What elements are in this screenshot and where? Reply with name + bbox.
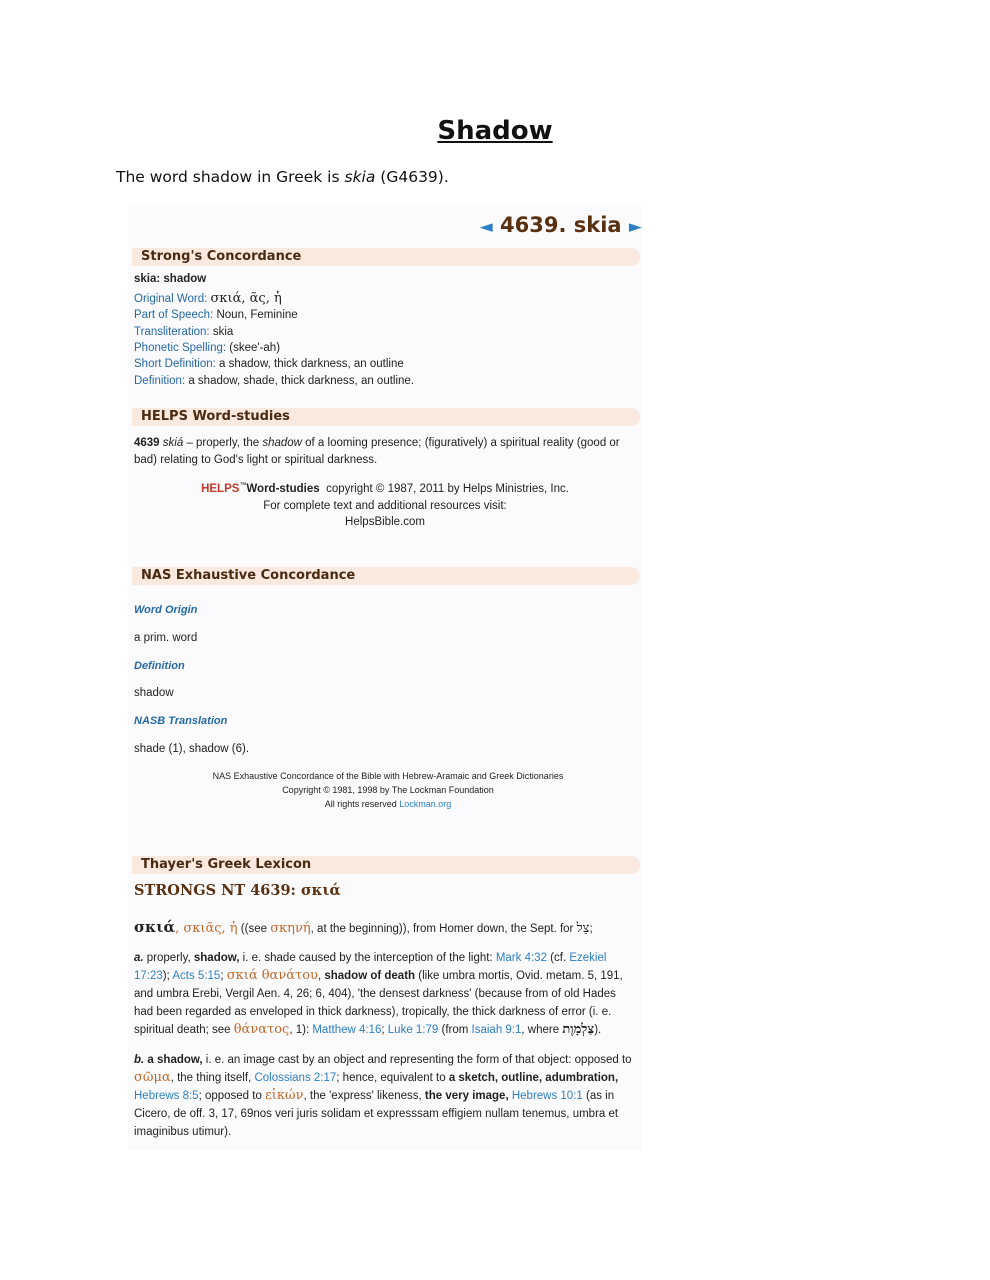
thayer-sense-b: b. a shadow, i. e. an image cast by an object and representing the form of that object: opposed to σῶμα, the thing itself, Colossians 2:17; hence, equivalent to a sketch, outline, adumbration, Hebrews 8:5; opposed to εἰκών, the 'express' likeness, the very image, Hebrews 10:1 (as in Cicero, de off. 3, 17, 69nos veri juris solidam et expresssam effigiem nullam tenemus, umbra et imaginibus utimur). — [134, 1054, 632, 1138]
short-definition-row: Short Definition: a shadow, thick darkness, an outline — [134, 358, 404, 370]
strongs-headword: skia: shadow — [134, 273, 207, 285]
ref-luke-1-79[interactable]: Luke 1:79 — [387, 1024, 439, 1036]
prev-arrow-icon[interactable]: ◄ — [479, 217, 493, 237]
helps-definition: 4639 skiá – properly, the shadow of a looming presence; (figuratively) a spiritual reality (good or bad) relating to God's light or spiritual darkness. — [134, 437, 620, 466]
thayer-lemma: σκιά, σκιᾶς, ἡ ((see σκηνή, at the beginning)), from Homer down, the Sept. for צֵל; — [134, 918, 593, 936]
nas-footer-line2: Copyright © 1981, 1998 by The Lockman Foundation — [282, 785, 494, 795]
ref-hebrews-8-5[interactable]: Hebrews 8:5 — [134, 1090, 199, 1102]
part-of-speech-row: Part of Speech: Noun, Feminine — [134, 309, 298, 321]
ref-colossians-2-17[interactable]: Colossians 2:17 — [254, 1072, 337, 1084]
nasb-translation-label: NASB Translation — [134, 715, 228, 727]
ref-acts-5-15[interactable]: Acts 5:15 — [172, 970, 221, 982]
word-origin-label: Word Origin — [134, 604, 198, 616]
nas-footer-line1: NAS Exhaustive Concordance of the Bible with Hebrew-Aramaic and Greek Dictionaries — [212, 771, 564, 781]
transliteration-row: Transliteration: skia — [134, 326, 234, 338]
strongs-header: Strong's Concordance — [132, 248, 640, 266]
nas-definition-label: Definition — [134, 660, 185, 672]
page-title: Shadow — [437, 116, 553, 146]
nasb-translation-value: shade (1), shadow (6). — [134, 743, 250, 755]
thayer-header: Thayer's Greek Lexicon — [132, 856, 640, 874]
definition-row: Definition: a shadow, shade, thick darkness, an outline. — [134, 375, 415, 387]
nas-header: NAS Exhaustive Concordance — [132, 567, 640, 585]
strongs-nt-line: STRONGS NT 4639: σκιά — [134, 882, 341, 899]
ref-isaiah-9-1[interactable]: Isaiah 9:1 — [471, 1024, 522, 1036]
ref-hebrews-10-1[interactable]: Hebrews 10:1 — [511, 1090, 583, 1102]
helps-link[interactable]: HelpsBible.com — [345, 516, 425, 528]
helps-visit: For complete text and additional resources visit: — [263, 500, 507, 512]
thayer-sense-a: a. properly, shadow, i. e. shade caused by the interception of the light: Mark 4:32 (cf. Ezekiel 17:23); Acts 5:15; σκιά θανάτου, shadow of death (like umbra mortis, Ovid. metam. 5, 191, and umbra Erebi, Vergil Aen. 4, 26; 6, 404), 'the densest darkness' (because from of old Hades had been regarded as enveloped in thick darkness), tropically, the thick darkness of error (i. e. spiritual death; see θάνατος, 1): Matthew 4:16; Luke 1:79 (from Isaiah 9:1, where צַלְמָוֶת). — [134, 952, 623, 1037]
ref-ezekiel-17-23[interactable]: Ezekiel 17:23 — [134, 952, 607, 982]
helps-copyright: HELPS™Word-studies copyright © 1987, 2011 by Helps Ministries, Inc. — [201, 482, 569, 495]
intro-paragraph: The word shadow in Greek is skia (G4639). — [116, 168, 449, 186]
nas-definition-value: shadow — [134, 687, 174, 699]
word-origin-value: a prim. word — [134, 632, 198, 644]
entry-nav — [480, 213, 642, 237]
nas-footer-line3: All rights reserved Lockman.org — [324, 799, 452, 809]
phonetic-row: Phonetic Spelling: (skee'-ah) — [134, 342, 281, 354]
helps-logo: HELPS — [201, 482, 240, 495]
helps-header: HELPS Word-studies — [132, 408, 640, 426]
lexicon-screenshot — [128, 205, 642, 1150]
next-arrow-icon[interactable]: ► — [628, 217, 642, 237]
ref-matthew-4-16[interactable]: Matthew 4:16 — [312, 1024, 382, 1036]
entry-title: 4639. skia — [500, 213, 622, 237]
lockman-link[interactable]: Lockman.org — [399, 799, 452, 809]
ref-mark-4-32[interactable]: Mark 4:32 — [495, 952, 547, 964]
original-word-row: Original Word: σκιά, ᾶς, ἡ — [134, 291, 282, 306]
